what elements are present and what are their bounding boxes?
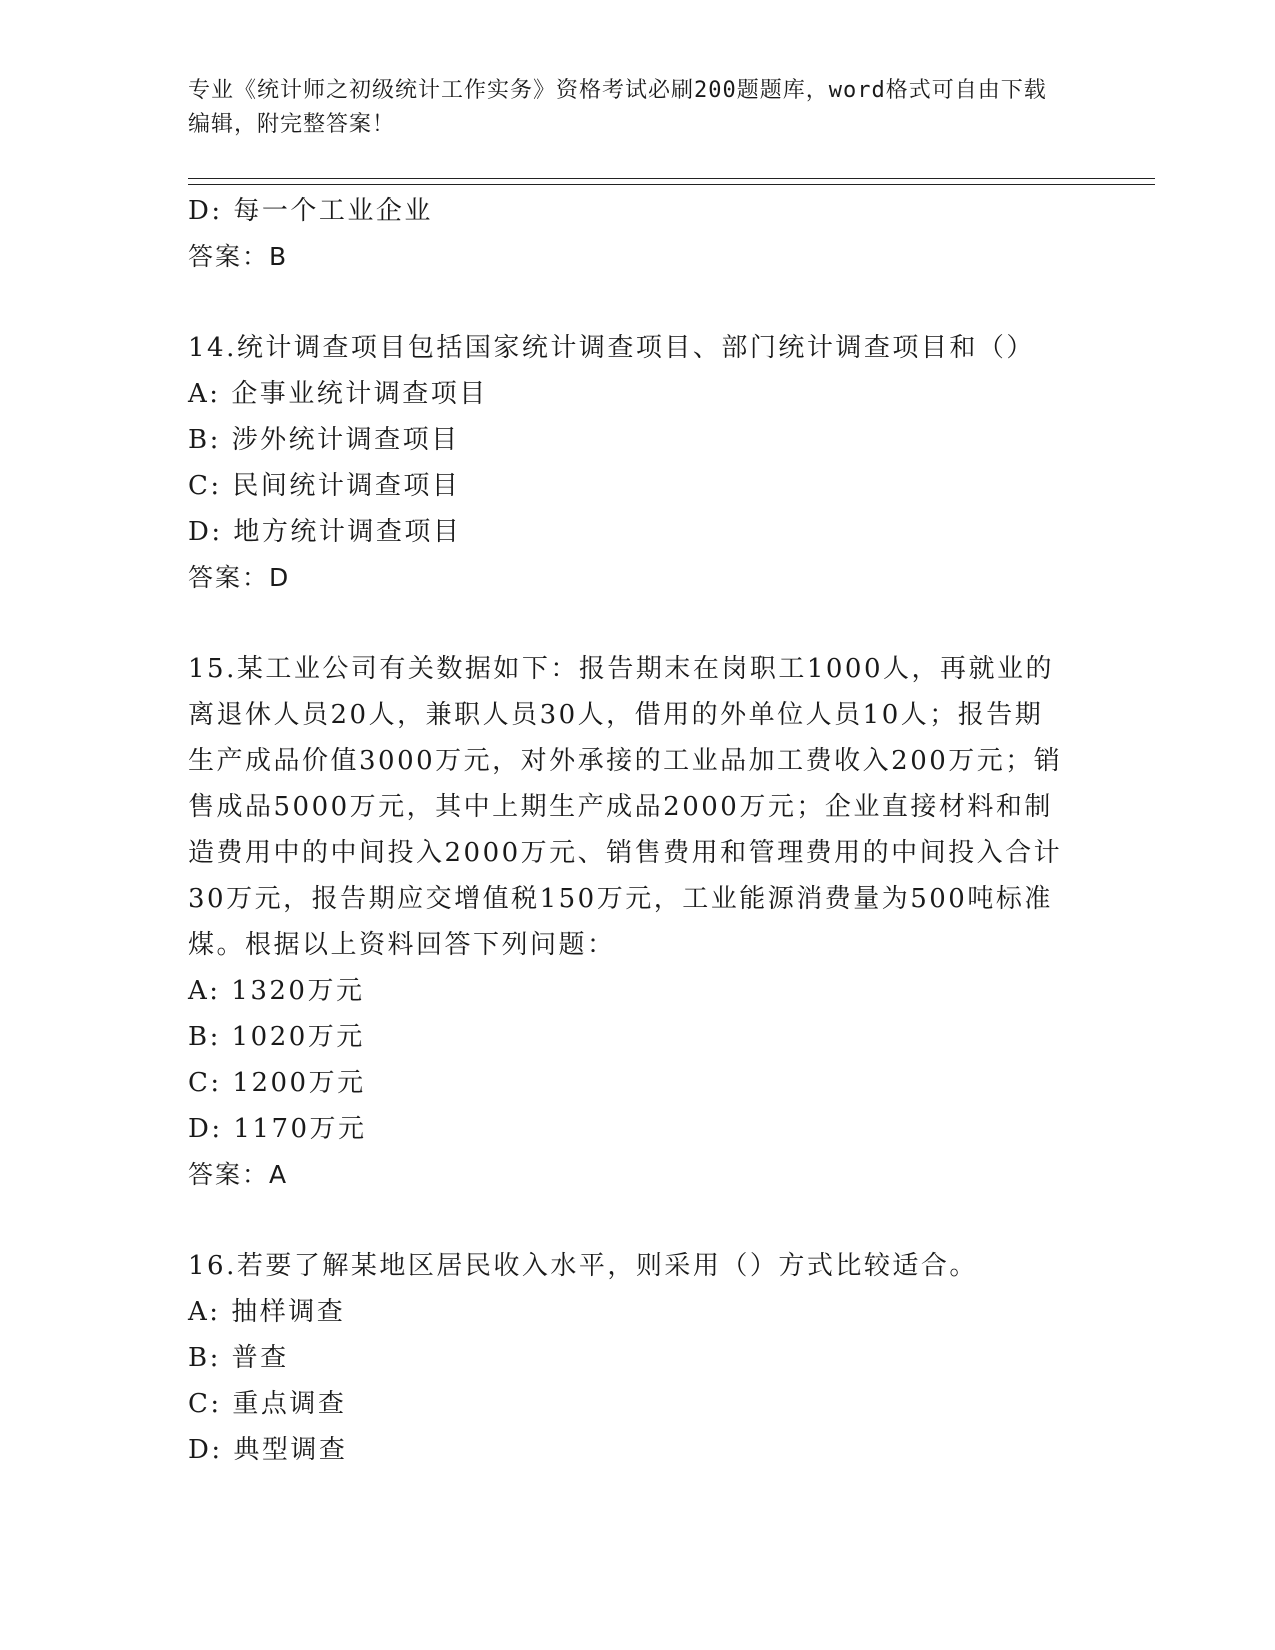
q14-answer: 答案：D xyxy=(188,563,291,592)
q14-option-d: D: 地方统计调查项目 xyxy=(188,517,462,547)
q14-option-c: C: 民间统计调查项目 xyxy=(188,471,461,501)
q15-option-d: D: 1170万元 xyxy=(188,1114,367,1144)
q13-answer: 答案：B xyxy=(188,242,289,271)
spacer xyxy=(188,1198,1088,1243)
spacer xyxy=(188,601,1088,646)
q14-option-b: B: 涉外统计调查项目 xyxy=(188,425,460,455)
spacer xyxy=(188,280,1088,325)
q15-stem-line-7: 煤。根据以上资料回答下列问题： xyxy=(188,930,616,960)
q16-option-d: D: 典型调查 xyxy=(188,1435,348,1465)
q16-option-a: A: 抽样调查 xyxy=(188,1297,346,1327)
q15-stem-line-6: 30万元，报告期应交增值税150万元，工业能源消费量为500吨标准 xyxy=(188,884,1053,914)
q15-option-b: B: 1020万元 xyxy=(188,1022,365,1052)
header-divider-bottom xyxy=(188,184,1155,185)
q15-option-c: C: 1200万元 xyxy=(188,1068,366,1098)
q15-stem-line-1: 15.某工业公司有关数据如下：报告期末在岗职工1000人，再就业的 xyxy=(188,654,1055,684)
q15-stem-line-4: 售成品5000万元，其中上期生产成品2000万元；企业直接材料和制 xyxy=(188,792,1053,822)
q15-option-a: A: 1320万元 xyxy=(188,976,365,1006)
q16-stem: 16.若要了解某地区居民收入水平，则采用（）方式比较适合。 xyxy=(188,1251,978,1281)
q13-option-d: D: 每一个工业企业 xyxy=(188,196,433,226)
q14-stem: 14.统计调查项目包括国家统计调查项目、部门统计调查项目和（） xyxy=(188,333,1035,363)
q15-stem-line-5: 造费用中的中间投入2000万元、销售费用和管理费用的中间投入合计 xyxy=(188,838,1063,868)
page-header: 专业《统计师之初级统计工作实务》资格考试必刷200题题库，word格式可自由下载编辑，附完整答案！ xyxy=(188,78,1047,137)
q16-option-c: C: 重点调查 xyxy=(188,1389,347,1419)
question-content xyxy=(188,188,1088,1473)
q16-option-b: B: 普查 xyxy=(188,1343,289,1373)
q15-answer: 答案：A xyxy=(188,1160,289,1189)
q14-option-a: A: 企事业统计调查项目 xyxy=(188,379,488,409)
header-divider-top xyxy=(188,178,1155,179)
q15-stem-line-2: 离退休人员20人，兼职人员30人，借用的外单位人员10人；报告期 xyxy=(188,700,1044,730)
q15-stem-line-3: 生产成品价值3000万元，对外承接的工业品加工费收入200万元；销 xyxy=(188,746,1063,776)
